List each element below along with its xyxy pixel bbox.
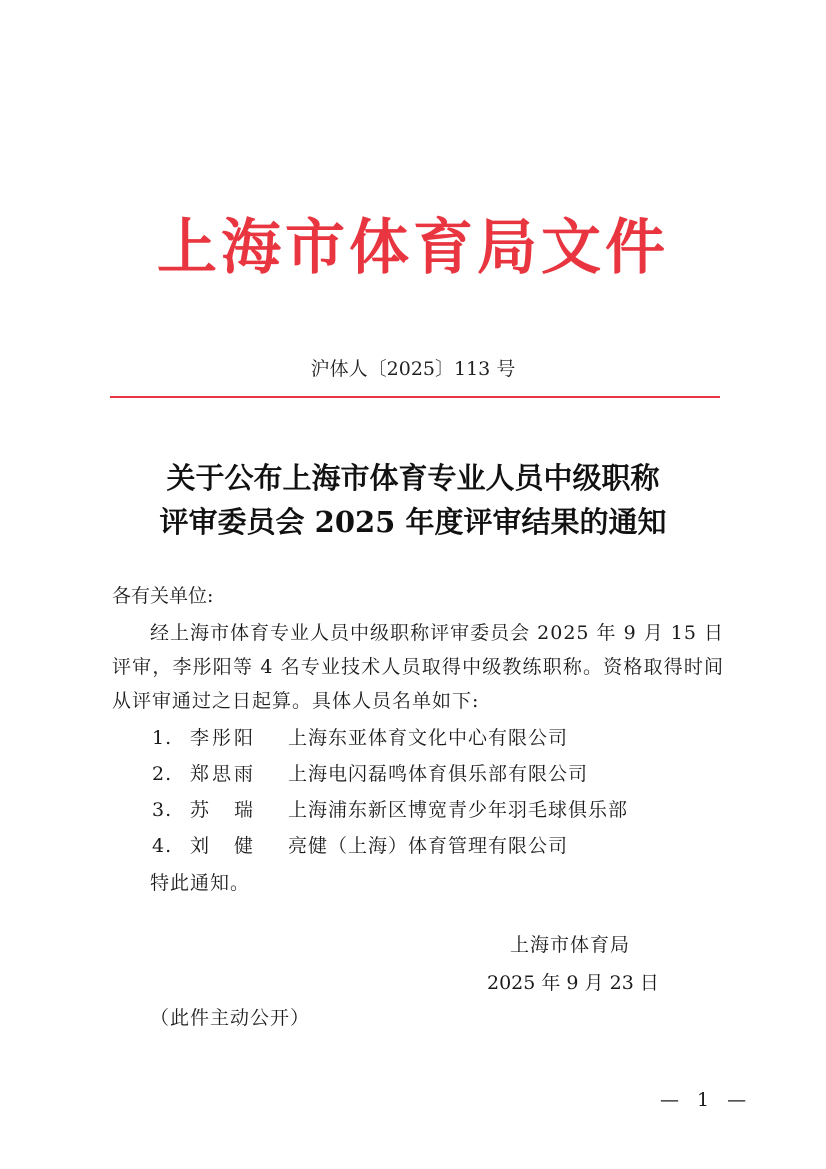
- list-item-name: 郑思雨: [190, 763, 257, 785]
- body-paragraph: 经上海市体育专业人员中级职称评审委员会 2025 年 9 月 15 日评审，李彤阳等 4 名专业技术人员取得中级教练职称。资格取得时间从评审通过之日起算。具体人员名单如下:: [112, 622, 724, 712]
- notice-title-line-2: 评审委员会 2025 年度评审结果的通知: [159, 505, 667, 539]
- issuing-authority: 上海市体育局: [510, 934, 631, 956]
- red-divider-rule: [110, 396, 720, 398]
- list-item: [152, 756, 628, 792]
- disclosure-note: （此件主动公开）: [150, 1007, 311, 1029]
- page-number: — 1 —: [660, 1089, 753, 1111]
- list-item: [152, 828, 628, 864]
- notice-title-line-1: 关于公布上海市体育专业人员中级职称: [166, 461, 660, 495]
- document-number: 沪体人〔2025〕113 号: [310, 358, 516, 380]
- list-item-number: 4.: [152, 835, 173, 857]
- list-item-organization: 亮健（上海）体育管理有限公司: [288, 835, 569, 857]
- list-item-organization: 上海浦东新区博宽青少年羽毛球俱乐部: [288, 799, 629, 821]
- personnel-list: [152, 720, 628, 864]
- salutation: 各有关单位:: [112, 585, 214, 607]
- closing-remark: 特此通知。: [150, 872, 251, 894]
- masthead-title: 上海市体育局文件: [157, 213, 669, 283]
- list-item: [152, 720, 628, 756]
- list-item-number: 3.: [152, 799, 173, 821]
- list-item-number: 2.: [152, 763, 173, 785]
- list-item-name: 苏 瑞: [190, 799, 257, 821]
- issue-date: 2025 年 9 月 23 日: [487, 972, 659, 994]
- list-item-organization: 上海电闪磊鸣体育俱乐部有限公司: [288, 763, 589, 785]
- list-item-number: 1.: [152, 727, 173, 749]
- list-item-name: 刘 健: [190, 835, 257, 857]
- list-item: [152, 792, 628, 828]
- list-item-organization: 上海东亚体育文化中心有限公司: [288, 727, 569, 749]
- notice-title: [0, 456, 826, 544]
- list-item-name: 李彤阳: [190, 727, 257, 749]
